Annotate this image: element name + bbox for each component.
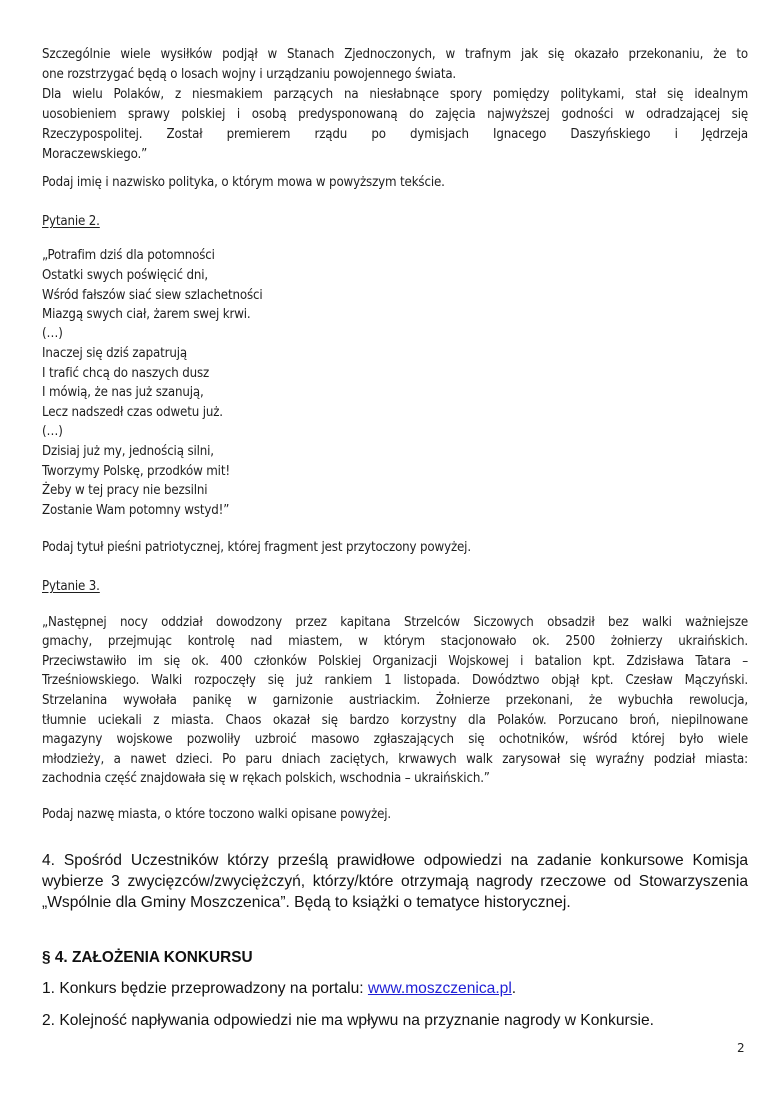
text-line: magazyny wojskowe pozwoliły uzbroić masowo zgłaszających się ochotników, wśród której było wiele — [42, 732, 748, 747]
text-line: Dla wielu Polaków, z niesmakiem parzących na niesłabnące spory pomiędzy politykami, stał się idealnym — [42, 87, 748, 102]
question-3-heading: Pytanie 3. — [42, 579, 100, 594]
poem-line: Wśród fałszów siać siew szlachetności — [42, 288, 263, 303]
section-4-heading: § 4. ZAŁOŻENIA KONKURSU — [42, 949, 253, 966]
poem-line: Żeby w tej pracy nie bezsilni — [42, 483, 208, 498]
poem-line: Inaczej się dziś zapatrują — [42, 346, 187, 361]
text-line: Szczególnie wiele wysiłków podjął w Stanach Zjednoczonych, w trafnym jak się okazało przekonaniu, że to — [42, 47, 748, 62]
poem-line: Ostatki swych poświęcić dni, — [42, 268, 209, 283]
item-1-suffix: . — [511, 980, 517, 997]
text-line: uosobieniem sprawy polskiej i osobą predysponowaną do zajęcia najwyższej godności w odradzającej się — [42, 107, 748, 122]
poem-line: Zostanie Wam potomny wstyd!” — [42, 503, 230, 518]
text-line: Moraczewskiego.” — [42, 147, 148, 162]
text-line: wybierze 3 zwycięzców/zwyciężczyń, którzy/które otrzymają nagrody rzeczowe od Stowarzyszenia — [42, 873, 748, 890]
poem-line: Dzisiaj już my, jednością silni, — [42, 444, 214, 459]
poem-line: (…) — [42, 424, 63, 439]
text-line: „Następnej nocy oddział dowodzony przez kapitana Strzelców Siczowych obsadził bez walki ważniejsze — [42, 615, 748, 630]
text-line: one rozstrzygać będą o losach wojny i urządzaniu powojennego świata. — [42, 67, 457, 82]
text-line: 4. Spośród Uczestników którzy prześlą prawidłowe odpowiedzi na zadanie konkursowe Komisja — [42, 852, 748, 869]
question-3-prompt: Podaj nazwę miasta, o które toczono walki opisane powyżej. — [42, 807, 392, 822]
question-1-prompt: Podaj imię i nazwisko polityka, o którym mowa w powyższym tekście. — [42, 175, 445, 190]
poem-line: Lecz nadszedł czas odwetu już. — [42, 405, 223, 420]
item-1-text: 1. Konkurs będzie przeprowadzony na portalu: — [42, 980, 368, 997]
text-line: młodzieży, a nawet dzieci. Po paru dniach zaciętych, krwawych walk zarysował się wyraźny podział miasta: — [42, 752, 748, 767]
text-line: tłumnie uciekali z miasta. Chaos okazał się bardzo korzystny dla Polaków. Porzucano broń, niepilnowane — [42, 713, 748, 728]
question-2-heading: Pytanie 2. — [42, 214, 100, 229]
poem-line: Tworzymy Polskę, przodków mit! — [42, 464, 230, 479]
poem-line: „Potrafim dziś dla potomności — [42, 248, 215, 263]
text-line: Przeciwstawiło im się ok. 400 członków Polskiej Organizacji Wojskowej i batalion kpt. Zdzisława Tatara – — [42, 654, 748, 669]
portal-link[interactable]: www.moszczenica.pl — [367, 980, 512, 997]
question-2-prompt: Podaj tytuł pieśni patriotycznej, której fragment jest przytoczony powyżej. — [42, 540, 471, 555]
text-line: Trześniowskiego. Walki rozpoczęły się już rankiem 1 listopada. Dowództwo objął kpt. Czesław Mączyński. — [42, 673, 748, 688]
text-line: zachodnia część znajdowała się w rękach polskich, wschodnia – ukraińskich.” — [42, 771, 490, 786]
poem-line: I mówią, że nas już szanują, — [42, 385, 204, 400]
page-number: 2 — [737, 1041, 745, 1055]
text-line: Strzelanina wywołała panikę w garnizonie austriackim. Żołnierze przekonani, że wybuchła rewolucja, — [42, 693, 748, 708]
text-line: Rzeczypospolitej. Został premierem rządu po dymisjach Ignacego Daszyńskiego i Jędrzeja — [42, 127, 748, 142]
poem-line: I trafić chcą do naszych dusz — [42, 366, 210, 381]
text-line: „Wspólnie dla Gminy Moszczenica”. Będą to książki o tematyce historycznej. — [42, 894, 571, 911]
text-line: gmachy, przejmując kontrolę nad miastem, w którym stacjonowało ok. 2500 żołnierzy ukraińskich. — [42, 634, 748, 649]
poem-line: Miazgą swych ciał, żarem swej krwi. — [42, 307, 251, 322]
section-4-item-1 — [42, 978, 748, 999]
section-4-item-2: 2. Kolejność napływania odpowiedzi nie ma wpływu na przyznanie nagrody w Konkursie. — [42, 1012, 654, 1029]
poem-line: (…) — [42, 326, 63, 341]
